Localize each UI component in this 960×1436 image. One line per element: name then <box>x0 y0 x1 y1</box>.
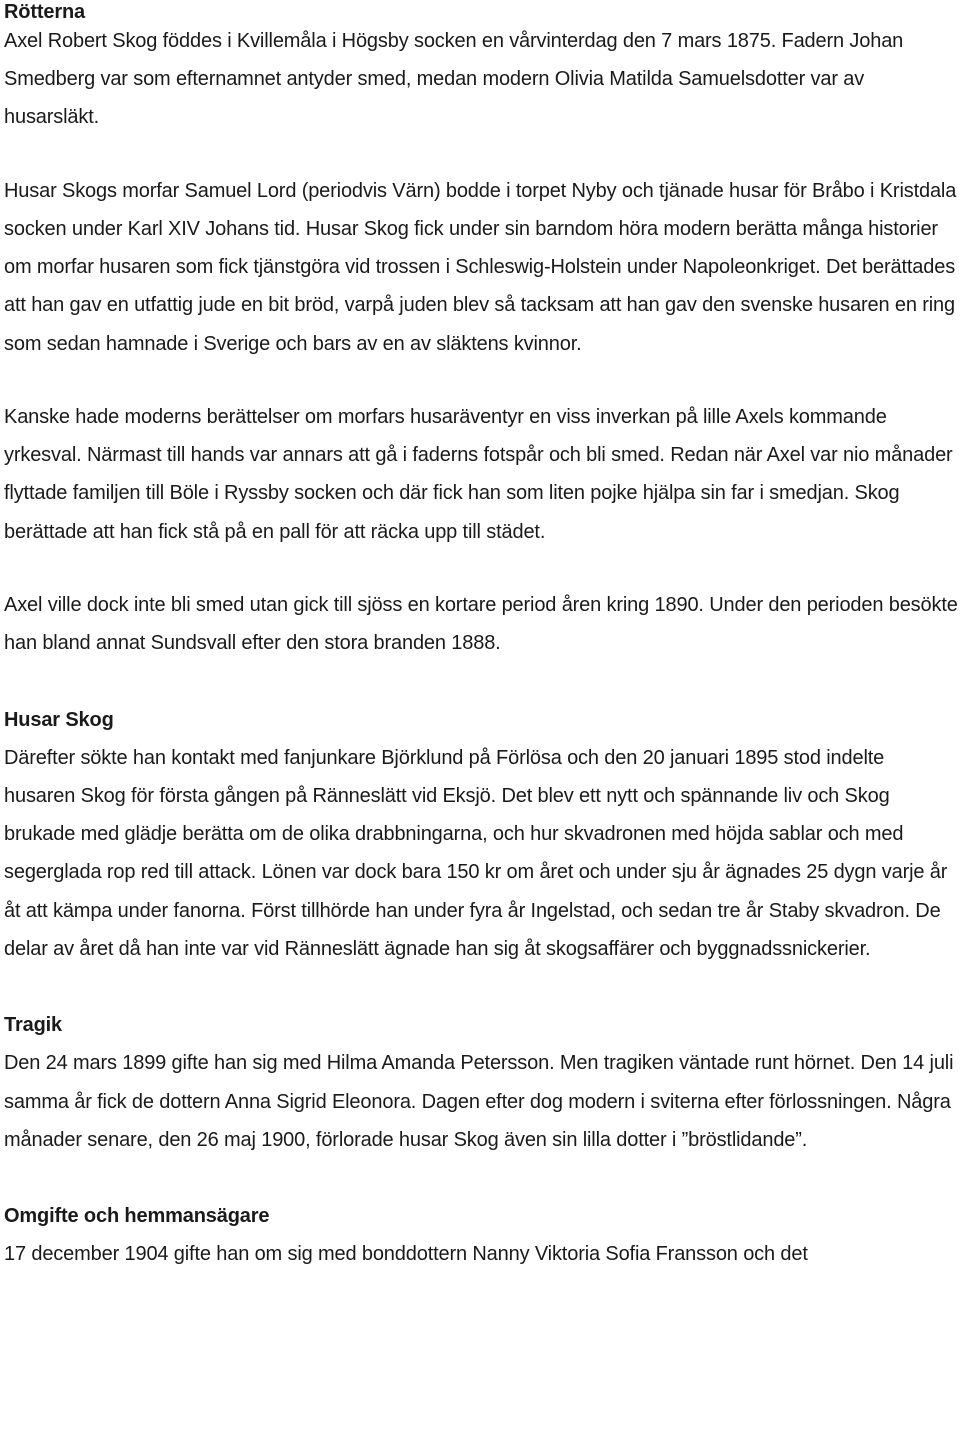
section-heading-rotterna: Rötterna <box>4 1 86 23</box>
paragraph-gap <box>4 1159 960 1197</box>
paragraph: Axel ville dock inte bli smed utan gick till sjöss en kortare period åren kring 1890. Under den perioden besökte han bland annat Sundsvall efter den stora branden 1888. <box>4 594 958 655</box>
paragraph: Axel Robert Skog föddes i Kvillemåla i Högsby socken en vårvinterdag den 7 mars 1875. Fadern Johan Smedberg var som efternamnet antyder smed, medan modern Olivia Matilda Samuelsdotter var av husarsläkt. <box>4 30 904 129</box>
paragraph-gap <box>4 551 960 589</box>
paragraph: Den 24 mars 1899 gifte han sig med Hilma Amanda Petersson. Men tragiken väntade runt hörnet. Den 14 juli samma år fick de dottern Anna Sigrid Eleonora. Dagen efter dog modern i sviterna efter förlossningen. Några månader senare, den 26 maj 1900, förlorade husar Skog även sin lilla dotter i ”bröstlidande”. <box>4 1052 954 1151</box>
document-body <box>4 0 960 1274</box>
paragraph: 17 december 1904 gifte han om sig med bonddottern Nanny Viktoria Sofia Fransson och det <box>4 1243 808 1266</box>
paragraph-gap <box>4 662 960 700</box>
paragraph: Kanske hade moderns berättelser om morfars husaräventyr en viss inverkan på lille Axels kommande yrkesval. Närmast till hands var annars att gå i faderns fotspår och bli smed. Redan när Axel var nio månader flyttade familjen till Böle i Ryssby socken och där fick han som liten pojke hjälpa sin far i smedjan. Skog berättade att han fick stå på en pall för att räcka upp till städet. <box>4 406 953 543</box>
paragraph-gap <box>4 363 960 401</box>
section-heading-husar-skog: Husar Skog <box>4 708 114 731</box>
section-heading-tragik: Tragik <box>4 1014 63 1037</box>
paragraph-gap <box>4 137 960 175</box>
section-heading-omgifte: Omgifte och hemmansägare <box>4 1205 270 1228</box>
paragraph: Därefter sökte han kontakt med fanjunkare Björklund på Förlösa och den 20 januari 1895 stod indelte husaren Skog för första gången på Ränneslätt vid Eksjö. Det blev ett nytt och spännande liv och Skog brukade med glädje berätta om de olika drabbningarna, och hur skvadronen med höjda sablar och med segerglada rop red till attack. Lönen var dock bara 150 kr om året och under sju år ägnades 25 dygn varje år åt att kämpa under fanorna. Först tillhörde han under fyra år Ingelstad, och sedan tre år Staby skvadron. De delar av året då han inte var vid Ränneslätt ägnade han sig åt skogsaffärer och byggnadssnickerier. <box>4 746 948 960</box>
paragraph: Husar Skogs morfar Samuel Lord (periodvis Värn) bodde i torpet Nyby och tjänade husar för Bråbo i Kristdala socken under Karl XIV Johans tid. Husar Skog fick under sin barndom höra modern berätta många historier om morfar husaren som fick tjänstgöra vid trossen i Schleswig-Holstein under Napoleonkriget. Det berättades att han gav en utfattig jude en bit bröd, varpå juden blev så tacksam att han gav den svenske husaren en ring som sedan hamnade i Sverige och bars av en av släktens kvinnor. <box>4 179 957 355</box>
paragraph-gap <box>4 968 960 1006</box>
